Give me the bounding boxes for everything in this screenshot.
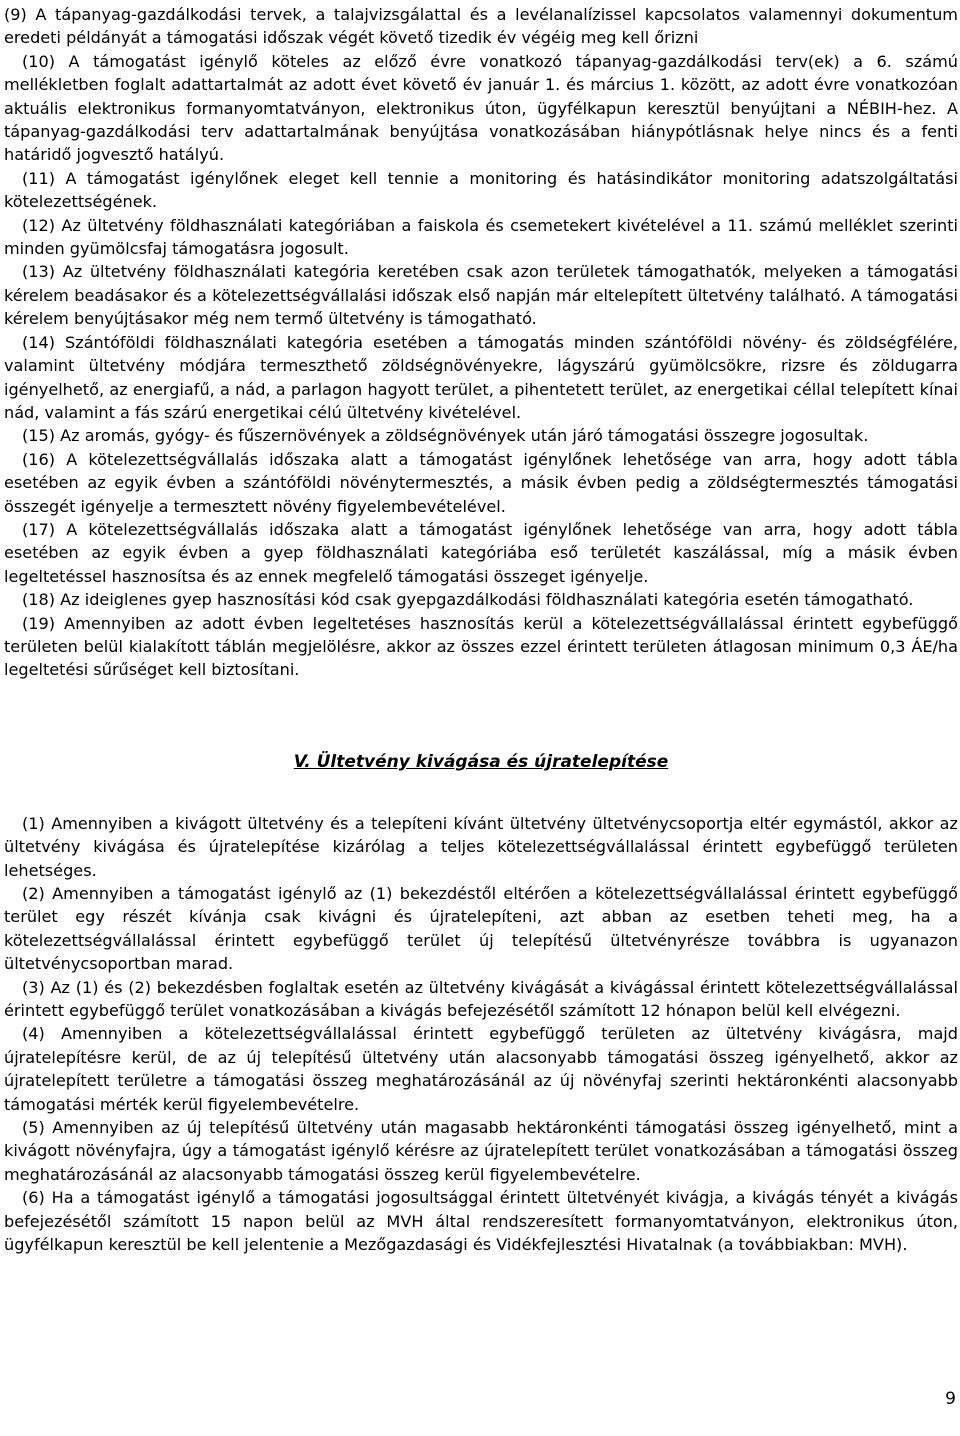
section-v-paragraph-1: (1) Amennyiben a kivágott ültetvény és a telepíteni kívánt ültetvény ültetvénycsoportja eltér egymástól, akkor az ültetvény kivágása és újratelepítése kizárólag a teljes kötelezettségvállalással érintett egybefüggő területen lehetséges. (4, 813, 958, 880)
paragraph-16: (16) A kötelezettségvállalás időszaka alatt a támogatást igénylőnek lehetősége van arra, hogy adott tábla esetében az egyik évben a szántóföldi növénytermesztés, a másik évben pedig a zöldségtermesztés támogatási összegét igényelje a termesztett növény figyelembevételével. (4, 449, 958, 516)
section-v-paragraph-2: (2) Amennyiben a támogatást igénylő az (1) bekezdéstől eltérően a kötelezettségvállalással érintett egybefüggő terület egy részét kívánja csak kivágni és újratelepíteni, azt abban az esetben teheti meg, ha a kötelezettségvállalással érintett egybefüggő terület új telepítésű ültetvényrésze továbbra is ugyanazon ültetvénycsoportban marad. (4, 884, 958, 974)
paragraph-9: (9) A tápanyag-gazdálkodási tervek, a talajvizsgálattal és a levélanalízissel kapcsolatos valamennyi dokumentum eredeti példányát a támogatási időszak végét követő tizedik év végéig meg kell őrizni (4, 5, 958, 48)
paragraph-14: (14) Szántóföldi földhasználati kategória esetében a támogatás minden szántóföldi növény- és zöldségfélére, valamint ültetvény módjára termeszthető zöldségnövényekre, lágyszárú gyümölcsökre, rizsre és zöldugarra igényelhető, az energiafű, a nád, a parlagon hagyott terület, a pihentetett terület, az energetikai céllal telepített kínai nád, valamint a fás szárú energetikai célú ültetvény kivételével. (4, 332, 958, 422)
page-number: 9 (945, 1389, 956, 1409)
paragraph-19: (19) Amennyiben az adott évben legeltetéses hasznosítás kerül a kötelezettségvállalással érintett egybefüggő területen belül kialakított táblán megjelölésre, akkor az összes ezzel érintett területen átlagosan minimum 0,3 ÁE/ha legeltetési sűrűséget kell biztosítani. (4, 613, 958, 680)
paragraph-11: (11) A támogatást igénylőnek eleget kell tennie a monitoring és hatásindikátor monitoring adatszolgáltatási kötelezettségének. (4, 168, 958, 212)
paragraph-10: (10) A támogatást igénylő köteles az előző évre vonatkozó tápanyag-gazdálkodási terv(ek) a 6. számú mellékletben foglalt adattartalmát az adott évet követő év január 1. és március 1. között, az adott évre vonatkozóan aktuális elektronikus formanyomtatványon, elektronikus úton, ügyfélkapun keresztül benyújtani a NÉBIH-hez. A tápanyag-gazdálkodási terv adattartalmának benyújtása vonatkozásában hiánypótlásnak helye nincs és a fenti határidő jogvesztő hatályú. (4, 51, 958, 165)
section-heading (4, 750, 958, 774)
paragraph-15: (15) Az aromás, gyógy- és fűszernövények a zöldségnövények után járó támogatási összegre jogosultak. (22, 426, 869, 446)
paragraph-12: (12) Az ültetvény földhasználati kategóriában a faiskola és csemetekert kivételével a 11. számú melléklet szerinti minden gyümölcsfaj támogatásra jogosult. (4, 215, 958, 259)
section-v-paragraph-4: (4) Amennyiben a kötelezettségvállalással érintett egybefüggő területen az ültetvény kivágásra, majd újratelepítésre kerül, de az új telepítésű ültetvény után alacsonyabb támogatási összeg igényelhető, akkor az újratelepített területre a támogatási összeg meghatározásánál az új növényfaj szerinti hektáronkénti alacsonyabb támogatási mérték kerül figyelembevételre. (4, 1024, 958, 1114)
section-v-paragraph-3: (3) Az (1) és (2) bekezdésben foglaltak esetén az ültetvény kivágását a kivágással érintett kötelezettségvállalással érintett egybefüggő terület vonatkozásában a kivágás befejezésétől számított 12 hónapon belül kell elvégezni. (4, 977, 958, 1021)
paragraph-17: (17) A kötelezettségvállalás időszaka alatt a támogatást igénylőnek lehetősége van arra, hogy adott tábla esetében az egyik évben a gyep földhasználati kategóriába eső területét kaszálással, míg a másik évben legeltetéssel hasznosítsa és az ennek megfelelő támogatási összeget igényelje. (4, 519, 958, 586)
paragraph-13: (13) Az ültetvény földhasználati kategória keretében csak azon területek támogathatók, melyeken a támogatási kérelem beadásakor és a kötelezettségvállalási időszak első napján már eltelepített ültetvény található. A támogatási kérelem benyújtásakor még nem termő ültetvény is támogatható. (4, 262, 958, 329)
section-v-paragraph-5: (5) Amennyiben az új telepítésű ültetvény után magasabb hektáronkénti támogatási összeg igényelhető, mint a kivágott növényfajra, úgy a támogatást igénylő kérésre az újratelepített terület vonatkozásában a támogatási összeg meghatározásánál az alacsonyabb támogatási összeg kerül figyelembevételre. (4, 1118, 958, 1184)
document-page (4, 0, 958, 1257)
paragraph-18: (18) Az ideiglenes gyep hasznosítási kód csak gyepgazdálkodási földhasználati kategória esetén támogatható. (22, 590, 914, 610)
section-heading-text: V. Ültetvény kivágása és újratelepítése (293, 751, 669, 772)
section-v-paragraph-6: (6) Ha a támogatást igénylő a támogatási jogosultsággal érintett ültetvényét kivágja, a kivágás tényét a kivágás befejezésétől számított 15 napon belül az MVH által rendszeresített formanyomtatványon, elektronikus úton, ügyfélkapun keresztül be kell jelentenie a Mezőgazdasági és Vidékfejlesztési Hivatalnak (a továbbiakban: MVH). (4, 1188, 958, 1255)
